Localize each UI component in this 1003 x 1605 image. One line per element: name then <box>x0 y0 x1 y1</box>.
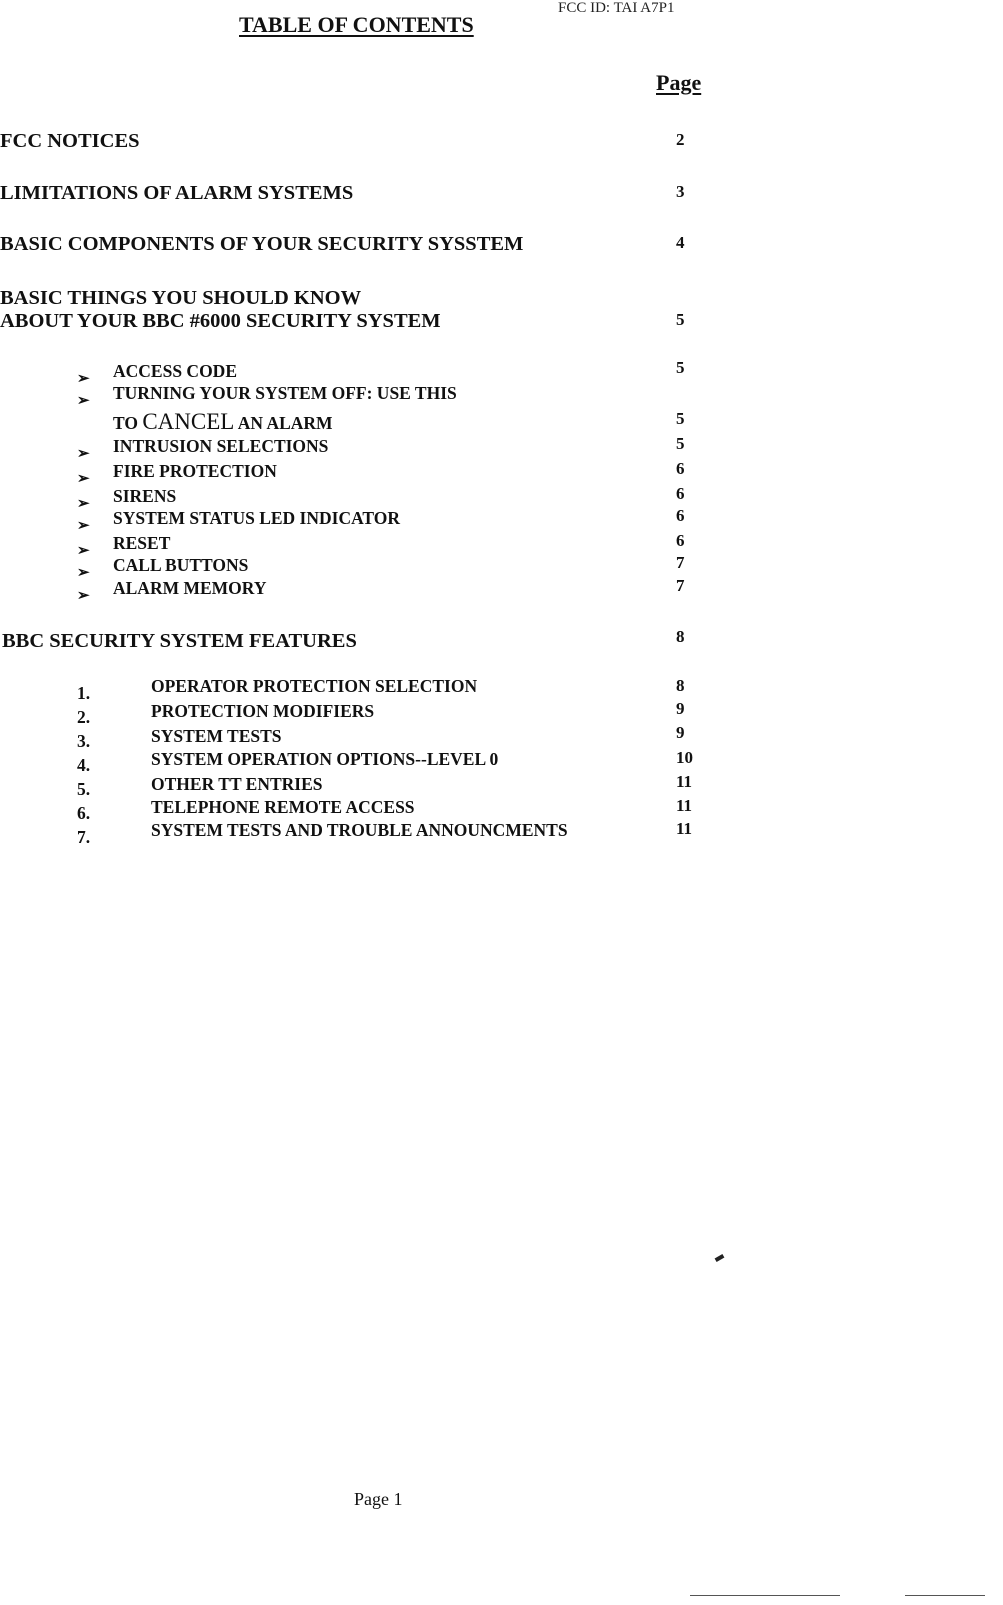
scan-edge-line <box>905 1595 985 1596</box>
toc-item-label: SYSTEM OPERATION OPTIONS--LEVEL 0 <box>151 749 499 769</box>
toc-item-page: 10 <box>676 748 693 767</box>
page-title: TABLE OF CONTENTS <box>239 12 474 37</box>
toc-section-title: BASIC COMPONENTS OF YOUR SECURITY SYSSTEM <box>0 233 524 255</box>
toc-item-page: 6 <box>676 531 685 550</box>
toc-item-label: SYSTEM TESTS AND TROUBLE ANNOUNCMENTS <box>151 820 568 840</box>
toc-section-title: BBC SECURITY SYSTEM FEATURES <box>2 630 357 652</box>
toc-item-number: 3. <box>77 731 91 751</box>
toc-section-title: LIMITATIONS OF ALARM SYSTEMS <box>0 182 354 204</box>
toc-item-label: OPERATOR PROTECTION SELECTION <box>151 676 478 696</box>
toc-item-label: TURNING YOUR SYSTEM OFF: USE THIS <box>113 383 457 403</box>
toc-item-label: CALL BUTTONS <box>113 555 249 575</box>
fcc-id-label: FCC ID: TAI A7P1 <box>558 0 675 16</box>
toc-item-label: SIRENS <box>113 486 177 506</box>
toc-item-page: 8 <box>676 676 685 695</box>
toc-item-label: INTRUSION SELECTIONS <box>113 436 329 456</box>
toc-item-label: RESET <box>113 533 171 553</box>
toc-item-number: 1. <box>77 683 91 703</box>
toc-section-title: ABOUT YOUR BBC #6000 SECURITY SYSTEM <box>0 310 441 332</box>
toc-item-page: 11 <box>676 796 693 815</box>
arrow-bullet-icon: ➢ <box>77 496 90 512</box>
arrow-bullet-icon: ➢ <box>77 446 90 462</box>
toc-item-page: 11 <box>676 819 693 838</box>
arrow-bullet-icon: ➢ <box>77 518 90 534</box>
toc-item-label: SYSTEM STATUS LED INDICATOR <box>113 508 401 528</box>
toc-item-page: 9 <box>676 699 685 718</box>
scan-mark <box>715 1254 725 1262</box>
arrow-bullet-icon: ➢ <box>77 588 90 604</box>
toc-item-number: 5. <box>77 779 91 799</box>
arrow-bullet-icon: ➢ <box>77 543 90 559</box>
toc-item-number: 7. <box>77 827 91 847</box>
toc-item-number: 6. <box>77 803 91 823</box>
toc-section-page: 4 <box>676 233 685 252</box>
toc-section-title: BASIC THINGS YOU SHOULD KNOW <box>0 287 362 309</box>
page-number-footer: Page 1 <box>354 1489 403 1509</box>
arrow-bullet-icon: ➢ <box>77 393 90 409</box>
toc-item-number: 2. <box>77 707 91 727</box>
toc-item-page: 6 <box>676 459 685 478</box>
toc-section-title: FCC NOTICES <box>0 130 140 152</box>
toc-item-label: SYSTEM TESTS <box>151 726 282 746</box>
toc-item-page: 5 <box>676 358 685 377</box>
toc-item-page: 9 <box>676 723 685 742</box>
toc-item-label: ACCESS CODE <box>113 361 237 381</box>
toc-item-page: 7 <box>676 553 685 572</box>
toc-item-page: 7 <box>676 576 685 595</box>
arrow-bullet-icon: ➢ <box>77 565 90 581</box>
toc-item-label: ALARM MEMORY <box>113 578 267 598</box>
toc-section-page: 5 <box>676 310 685 329</box>
toc-item-page: 11 <box>676 772 693 791</box>
toc-item-label: PROTECTION MODIFIERS <box>151 701 375 721</box>
toc-item-page: 6 <box>676 484 685 503</box>
toc-item-page: 5 <box>676 409 685 428</box>
toc-item-label: OTHER TT ENTRIES <box>151 774 323 794</box>
toc-item-page: 6 <box>676 506 685 525</box>
scan-edge-line <box>690 1595 840 1596</box>
toc-section-page: 3 <box>676 182 685 201</box>
toc-item-page: 5 <box>676 434 685 453</box>
arrow-bullet-icon: ➢ <box>77 471 90 487</box>
arrow-bullet-icon: ➢ <box>77 371 90 387</box>
page-column-header: Page <box>656 70 702 95</box>
toc-section-page: 8 <box>676 627 685 646</box>
toc-item-number: 4. <box>77 755 91 775</box>
toc-item-label: TELEPHONE REMOTE ACCESS <box>151 797 415 817</box>
toc-item-label: FIRE PROTECTION <box>113 461 277 481</box>
toc-item-label: TO CANCEL AN ALARM <box>113 409 333 434</box>
toc-section-page: 2 <box>676 130 685 149</box>
